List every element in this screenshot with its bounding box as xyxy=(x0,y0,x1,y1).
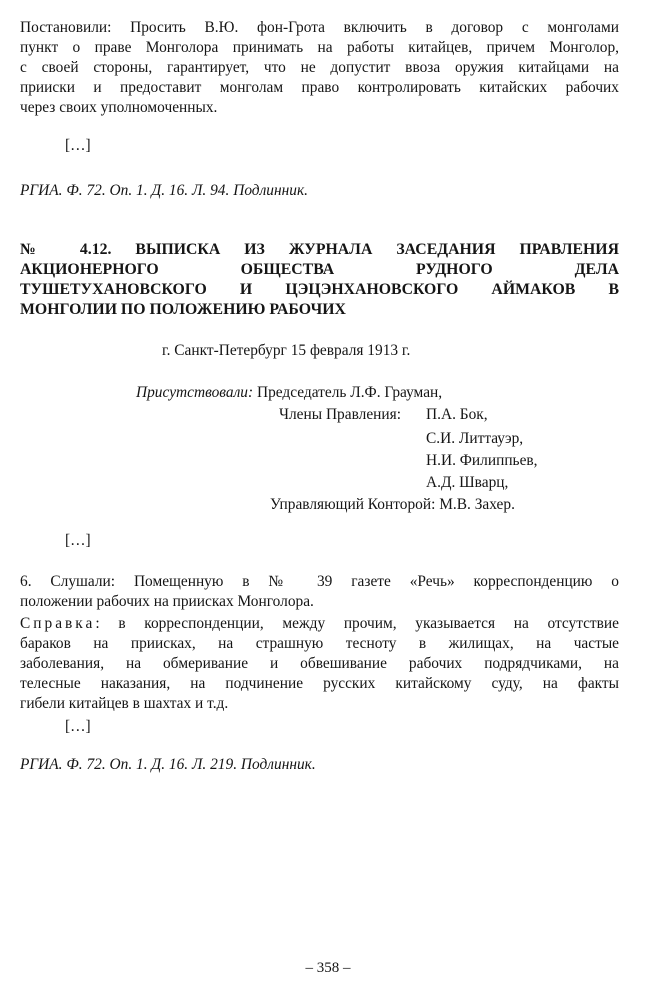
chair: Председатель Л.Ф. Грауман, xyxy=(256,384,443,401)
heading-line: АКЦИОНЕРНОГО ОБЩЕСТВА РУДНОГО ДЕЛА xyxy=(20,261,619,278)
spravka-line: гибели китайцев в шахтах и т.д. xyxy=(20,695,229,712)
intro-line: пункт о праве Монголора принимать на работы китайцев, причем Монголор, xyxy=(20,39,619,56)
spravka-first-line: : в корреспонденции, между прочим, указывается на отсутствие xyxy=(95,615,619,632)
item-6-paragraph xyxy=(20,572,619,612)
member: С.И. Литтауэр, xyxy=(426,430,524,447)
attendance-label: Присутствовали: xyxy=(136,384,254,401)
item-6-line: 6. Слушали: Помещенную в № 39 газете «Речь» корреспонденцию о xyxy=(20,573,619,590)
heading-line: МОНГОЛИИ ПО ПОЛОЖЕНИЮ РАБОЧИХ xyxy=(20,301,346,318)
member: А.Д. Шварц, xyxy=(426,474,509,491)
spravka-line: телесные наказания, на подчинение русских китайскому суду, на факты xyxy=(20,675,619,692)
attendance-line xyxy=(136,384,442,402)
member: П.А. Бок, xyxy=(426,406,488,423)
source-citation: РГИА. Ф. 72. Оп. 1. Д. 16. Л. 94. Подлинник. xyxy=(20,182,309,199)
ellipsis: […] xyxy=(65,532,91,549)
heading-line: ТУШЕТУХАНОВСКОГО И ЦЭЦЭНХАНОВСКОГО АЙМАКОВ В xyxy=(20,281,619,298)
spravka-label: Справка xyxy=(20,615,96,632)
spravka-paragraph xyxy=(20,614,619,714)
ellipsis: […] xyxy=(65,718,91,735)
page-number: – 358 – xyxy=(305,960,351,976)
intro-line: прииски и предоставит монголам право контролировать китайских рабочих xyxy=(20,79,619,96)
intro-line: через своих уполномоченных. xyxy=(20,99,218,116)
members-label: Члены Правления: xyxy=(279,406,401,423)
source-citation: РГИА. Ф. 72. Оп. 1. Д. 16. Л. 219. Подлинник. xyxy=(20,756,316,773)
member: Н.И. Филиппьев, xyxy=(426,452,538,469)
spravka-line: бараков на приисках, на страшную тесноту в жилищах, на частые xyxy=(20,635,619,652)
intro-line: Постановили: Просить В.Ю. фон-Грота включить в договор с монголами xyxy=(20,19,619,36)
intro-paragraph xyxy=(20,18,619,118)
spravka-line xyxy=(20,614,619,634)
spravka-line: заболевания, на обмеривание и обвешивание рабочих подрядчиками, на xyxy=(20,655,619,672)
document-heading xyxy=(20,240,619,320)
intro-line: с своей стороны, гарантирует, что не допустит ввоза оружия китайцами на xyxy=(20,59,619,76)
ellipsis: […] xyxy=(65,137,91,154)
heading-line: № 4.12. ВЫПИСКА ИЗ ЖУРНАЛА ЗАСЕДАНИЯ ПРАВЛЕНИЯ xyxy=(20,241,619,258)
item-6-line: положении рабочих на приисках Монголора. xyxy=(20,593,314,610)
manager: Управляющий Конторой: М.В. Захер. xyxy=(270,496,515,513)
place-date: г. Санкт-Петербург 15 февраля 1913 г. xyxy=(162,342,411,359)
